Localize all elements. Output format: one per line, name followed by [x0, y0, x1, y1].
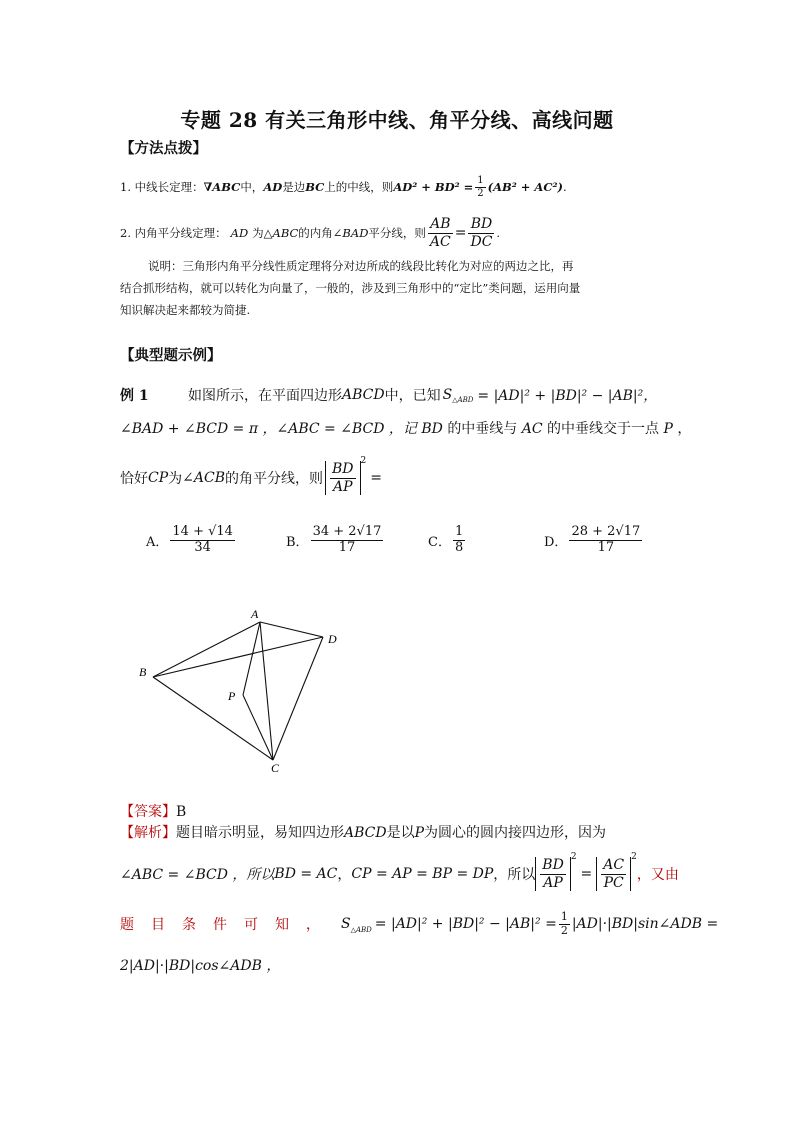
sol-square-2: 2: [631, 852, 637, 862]
ex-s-sub: △ABD: [452, 396, 474, 404]
ex-l3-text-c: 的角平分线，则: [224, 471, 323, 487]
example-line-3: [120, 452, 382, 504]
m2-angle: ∠BAD: [332, 226, 369, 240]
page-title: 专题 28 有关三角形中线、角平分线、高线问题: [180, 108, 614, 132]
label-a: A: [251, 607, 259, 621]
sol-equals: =: [580, 866, 593, 882]
answer-value: B: [176, 804, 187, 820]
ex-text-mid: 的中垂线与: [447, 421, 518, 437]
m1-lhs: AD² + BD² =: [393, 180, 474, 194]
segment-dc: [273, 637, 323, 760]
choice-d[interactable]: D． $\frac{28 + 2√17}{17}$: [544, 523, 641, 555]
m1-triangle: ∇ABC: [203, 180, 241, 194]
m2-text3: 平分线，则: [368, 226, 426, 240]
ex-text-mid2: 的中垂线交于一点: [547, 421, 660, 437]
sol-p: P: [414, 825, 425, 841]
label-p: P: [228, 689, 236, 703]
ex-abs-fraction: $\frac{BD}{AP}$: [325, 461, 361, 494]
solution-line-2: [120, 848, 679, 900]
sol-text-b: 是以: [386, 825, 415, 841]
ex-p: P: [663, 421, 673, 437]
sol-area-expression: = |AD|² + |BD|² − |AB|² =: [374, 916, 557, 932]
sol-text-c: 为圆心的圆内接四边形，因为: [424, 825, 607, 841]
choice-a[interactable]: A． $\frac{14 + √14}{34}$: [146, 523, 233, 555]
m1-text3: 上的中线，则: [324, 180, 394, 194]
ex-end: ，: [677, 421, 692, 437]
sol-l2-end: ，又由: [636, 867, 679, 883]
ex-ac: AC: [521, 421, 543, 437]
m1-bc: BC: [305, 180, 325, 194]
note-line-2: 结合抓形结构，就可以转化为向量了，一般的，涉及到三角形中的“定比”类问题，运用向量: [120, 281, 581, 295]
label-d: D: [328, 632, 337, 646]
m2-fraction-bd-dc: $\frac{BD}{DC}$: [470, 216, 493, 250]
ex-square: 2: [360, 456, 367, 466]
answer-tag: 【答案】: [120, 804, 176, 820]
m1-text2: 是边: [282, 180, 306, 194]
sol-angles: ∠ABC = ∠BCD ，所以: [120, 867, 275, 883]
m1-end: .: [562, 180, 567, 194]
ex-angles: ∠BAD + ∠BCD = π ，∠ABC = ∠BCD ，记: [120, 421, 417, 437]
sol-text-e: ，所以: [493, 867, 536, 883]
method-1: [120, 170, 567, 204]
m2-prefix: 2. 内角平分线定理：: [120, 226, 227, 240]
answer-line: [120, 801, 186, 821]
solution-line-4: 2|AD|·|BD|cos∠ADB ，: [120, 958, 281, 974]
sol-abs-bd-ap: $\frac{BD}{AP}$: [535, 857, 571, 890]
example-label: 例 1: [120, 388, 149, 404]
m2-text2: 的内角: [298, 226, 333, 240]
diagonal-ac: [260, 622, 273, 760]
m2-triangle: △ABC: [263, 226, 299, 240]
m2-end: .: [496, 226, 501, 240]
method-header: 【方法点拨】: [120, 140, 207, 157]
note-line-3: 知识解决起来都较为简捷.: [120, 303, 251, 317]
quadrilateral-figure: [130, 600, 360, 780]
segment-ad: [260, 622, 323, 637]
note-line-1: 说明：三角形内角平分线性质定理将分对边所成的线段比转化为对应的两边之比，再: [148, 259, 574, 273]
label-b: B: [139, 665, 147, 679]
ex-l3-text-b: 为: [168, 471, 183, 487]
solution-line-1: [120, 822, 606, 842]
ex-area-expression: = |AD|² + |BD|² − |AB|²，: [477, 388, 658, 404]
ex-s: S: [442, 387, 453, 403]
m1-ad: AD: [263, 180, 283, 194]
ex-bd: BD: [421, 421, 443, 437]
sol-abcd: ABCD: [344, 825, 387, 841]
label-c: C: [271, 761, 280, 775]
ex-angle-acb: ∠ACB: [182, 470, 225, 486]
sol-s-sub: △ABD: [350, 926, 372, 934]
example-line-1: [120, 380, 657, 410]
sol-radii: CP = AP = BP = DP: [351, 866, 494, 882]
ex-text-b: 中，已知: [384, 388, 441, 404]
m1-text: 中，: [240, 180, 264, 194]
segment-cb: [153, 677, 273, 760]
ex-equals: =: [370, 470, 382, 486]
ex-cp: CP: [148, 470, 169, 486]
choice-c[interactable]: C． $\frac{1}{8}$: [428, 523, 464, 555]
m1-half-fraction: $\frac{1}{2}$: [477, 175, 484, 199]
sol-text: 题目暗示明显，易知四边形: [176, 825, 344, 841]
sol-square-1: 2: [570, 852, 577, 862]
solution-line-3: [120, 902, 718, 946]
method-2: [120, 212, 500, 254]
sol-half-fraction: $\frac{1}{2}$: [560, 909, 568, 937]
sol-comma: ，: [337, 867, 352, 883]
solution-tag: 【解析】: [120, 825, 176, 841]
m2-ad: AD: [230, 226, 249, 240]
sol-l3-text: 题目条件可知，: [120, 917, 337, 933]
sol-abs-ac-pc: $\frac{AC}{PC}$: [596, 857, 631, 890]
m2-text1: 为: [252, 226, 264, 240]
ex-text: 如图所示，在平面四边形: [188, 388, 342, 404]
sol-s: S: [341, 916, 351, 932]
ex-abcd: ABCD: [342, 387, 385, 403]
diagonal-bd: [153, 637, 323, 677]
sol-bd-ac: BD = AC: [274, 866, 338, 882]
m2-equals: =: [454, 225, 467, 241]
m1-prefix: 1. 中线长定理：: [120, 180, 204, 194]
sol-sin-expression: |AD|·|BD|sin∠ADB =: [571, 916, 719, 932]
choice-b[interactable]: B． $\frac{34 + 2√17}{17}$: [286, 523, 382, 555]
segment-pa: [243, 622, 260, 695]
example-header: 【典型题示例】: [120, 347, 222, 364]
m2-fraction-ab-ac: $\frac{AB}{AC}$: [429, 216, 451, 250]
m1-rhs: (AB² + AC²): [487, 180, 563, 194]
example-line-2: [120, 418, 691, 438]
segment-ba: [153, 622, 260, 677]
ex-l3-text: 恰好: [120, 471, 148, 487]
